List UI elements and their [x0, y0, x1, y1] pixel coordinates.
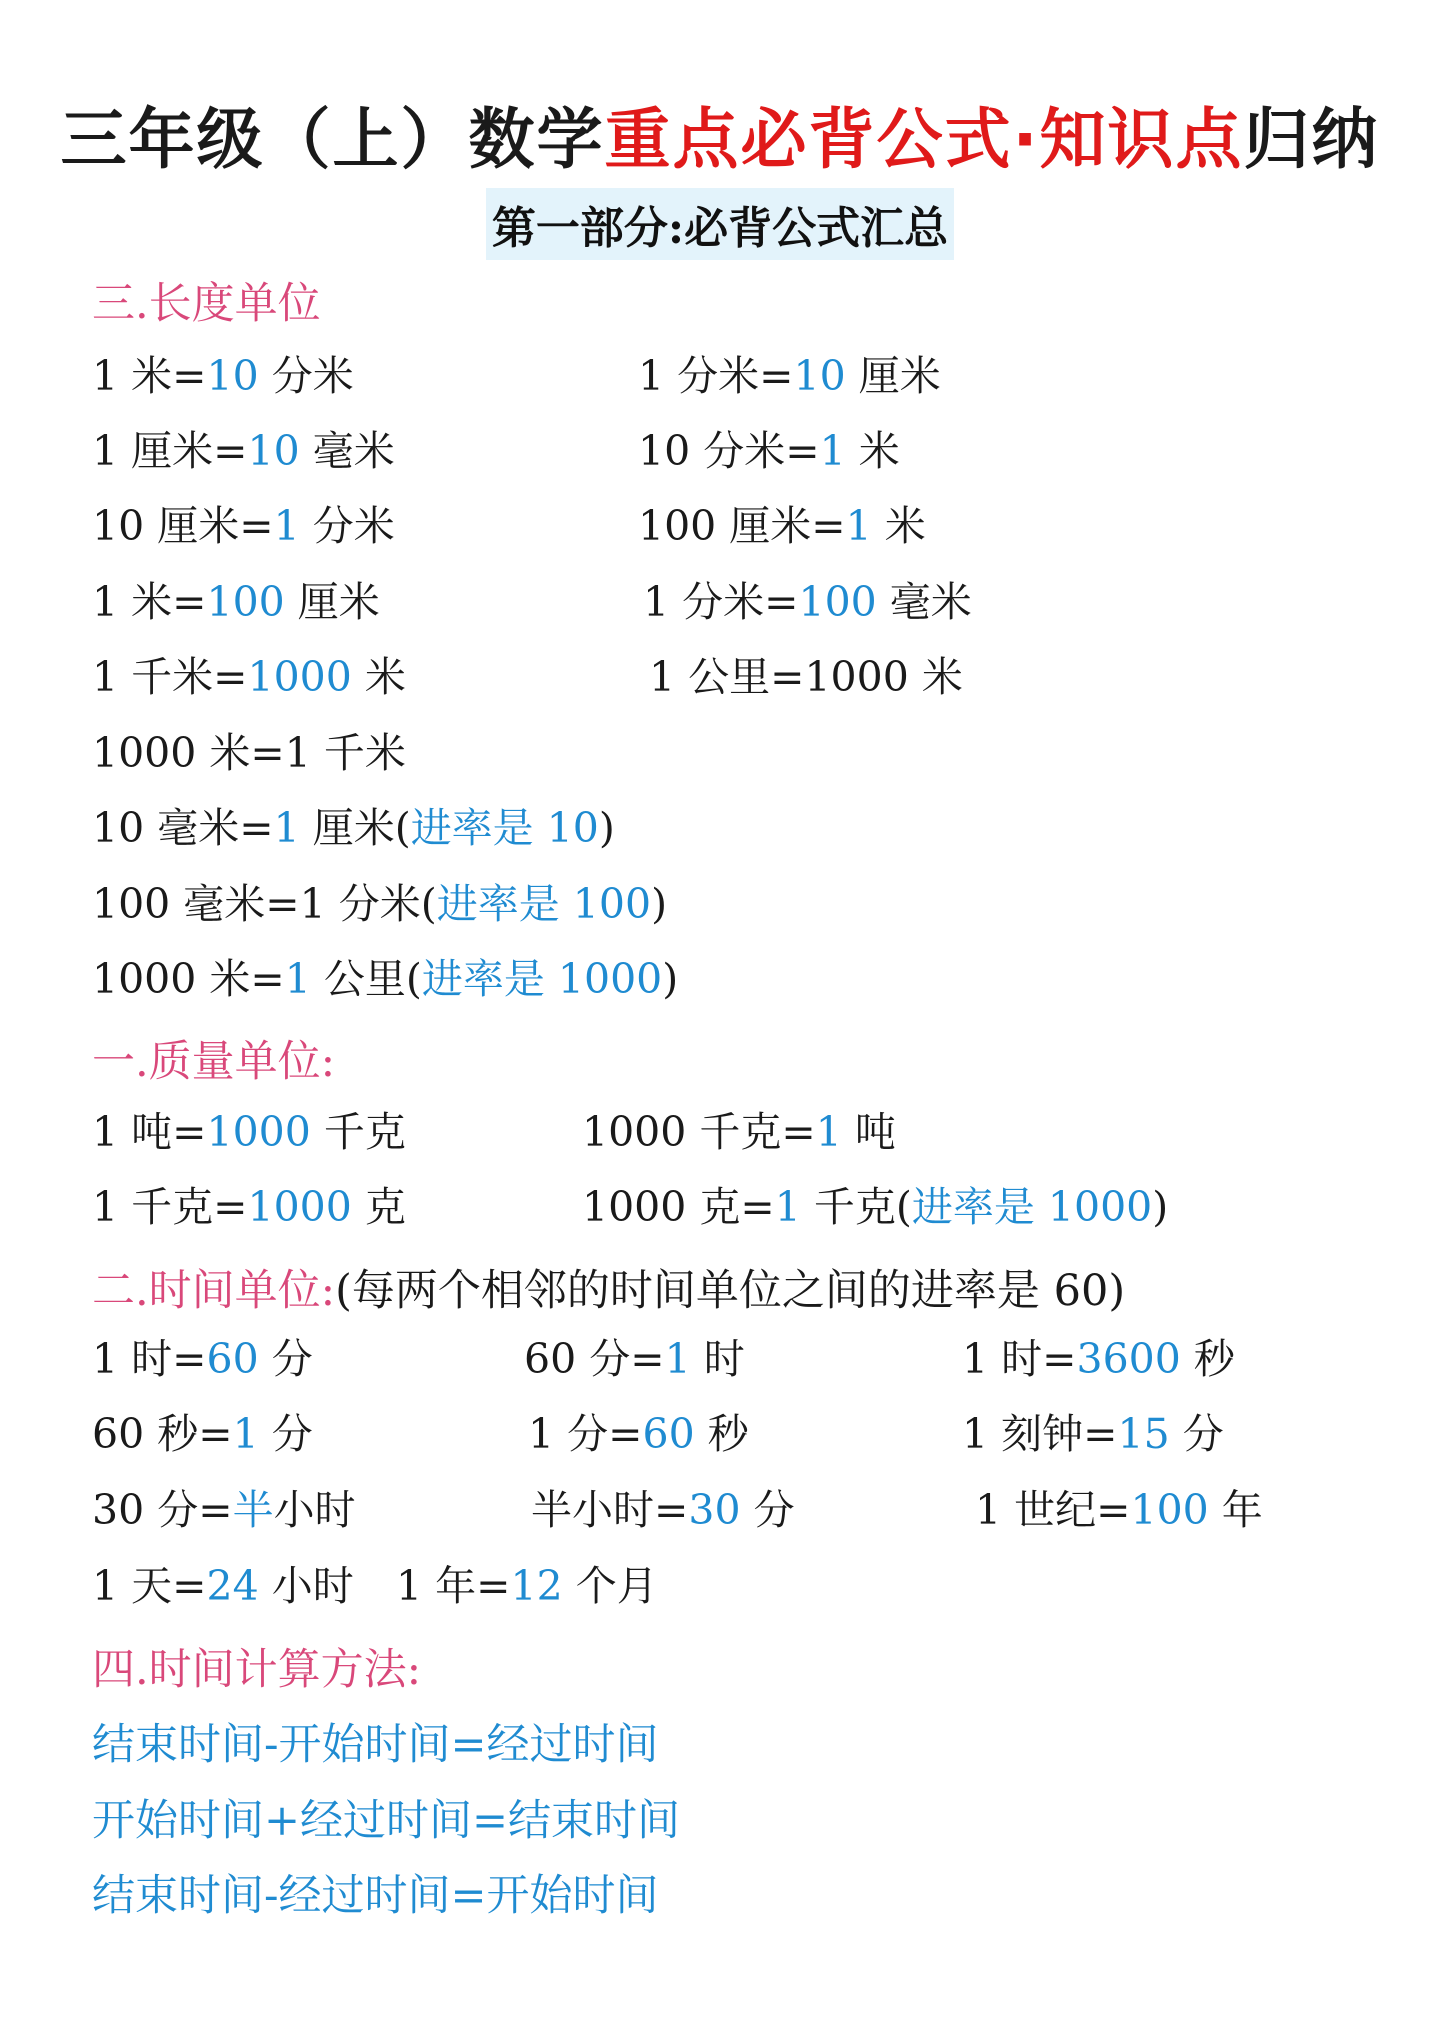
- time-formula: 1 时=3600 秒: [962, 1335, 1235, 1383]
- length-formula: 1 厘米=10 毫米: [92, 427, 395, 475]
- time-formula: 半小时=30 分: [531, 1486, 795, 1534]
- length-formula: 1 公里=1000 米: [649, 653, 963, 701]
- length-formula: 1 米=10 分米: [92, 352, 354, 400]
- time-heading: 二.时间单位:(每两个相邻的时间单位之间的进率是 60): [92, 1266, 1126, 1316]
- calc-formula: 结束时间-经过时间=开始时间: [92, 1871, 659, 1921]
- length-formula: 10 分米=1 米: [638, 427, 900, 475]
- mass-formula: 1000 千克=1 吨: [582, 1108, 896, 1156]
- time-formula: 1 分=60 秒: [528, 1410, 749, 1458]
- length-formula: 1 分米=100 毫米: [643, 578, 972, 626]
- time-formula: 60 秒=1 分: [92, 1410, 313, 1458]
- time-formula: 1 世纪=100 年: [975, 1486, 1263, 1534]
- length-formula: 1 千米=1000 米: [92, 653, 406, 701]
- time-note: (每两个相邻的时间单位之间的进率是 60): [335, 1266, 1126, 1316]
- title-part-3: 归纳: [1243, 101, 1380, 178]
- time-formula: 30 分=半小时: [92, 1486, 356, 1534]
- length-formula: 10 厘米=1 分米: [92, 502, 395, 550]
- length-formula: 1 分米=10 厘米: [638, 352, 941, 400]
- mass-heading: 一.质量单位:: [92, 1037, 336, 1087]
- time-formula: 1 时=60 分: [92, 1335, 313, 1383]
- mass-formula: 1000 克=1 千克(进率是 1000): [582, 1183, 1169, 1231]
- mass-formula: 1 吨=1000 千克: [92, 1108, 406, 1156]
- subtitle-wrap: [0, 188, 1440, 260]
- title-part-2: 重点必背公式·知识点: [604, 101, 1244, 178]
- calc-formula: 结束时间-开始时间=经过时间: [92, 1720, 659, 1770]
- length-formula: 1000 米=1 千米: [92, 729, 406, 777]
- calc-heading: 四.时间计算方法:: [92, 1645, 422, 1695]
- mass-formula: 1 千克=1000 克: [92, 1183, 406, 1231]
- length-formula: 1 米=100 厘米: [92, 578, 380, 626]
- length-formula: 100 厘米=1 米: [638, 502, 926, 550]
- subtitle: 第一部分:必背公式汇总: [486, 188, 954, 260]
- page-title: [0, 86, 1440, 181]
- length-heading: 三.长度单位: [92, 279, 321, 329]
- title-part-1: 三年级（上）数学: [60, 101, 605, 178]
- time-formula: 1 刻钟=15 分: [962, 1410, 1224, 1458]
- time-formula: 1 天=24 小时: [92, 1562, 354, 1610]
- calc-formula: 开始时间+经过时间=结束时间: [92, 1796, 681, 1846]
- time-formula: 1 年=12 个月: [396, 1562, 658, 1610]
- length-rate-formula: 100 毫米=1 分米(进率是 100): [92, 880, 668, 928]
- length-rate-formula: 1000 米=1 公里(进率是 1000): [92, 955, 679, 1003]
- length-rate-formula: 10 毫米=1 厘米(进率是 10): [92, 804, 615, 852]
- time-formula: 60 分=1 时: [524, 1335, 745, 1383]
